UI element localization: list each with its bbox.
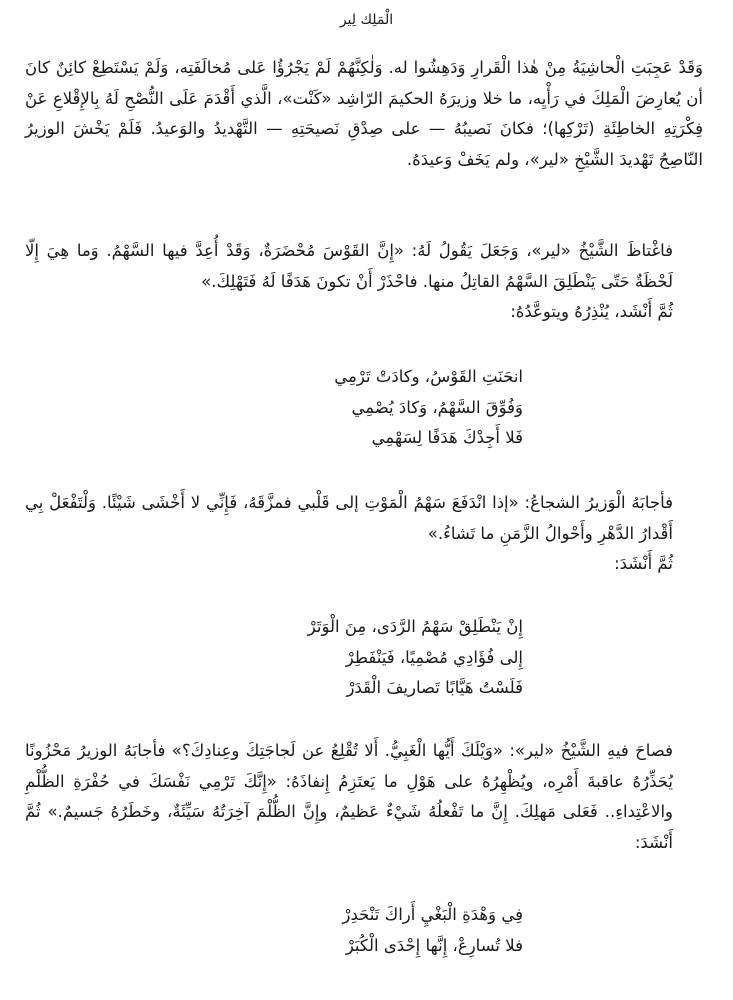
paragraph-text: فأجابَهُ الْوَزيرُ الشجاعُ: «إذا انْدَفَعَ سَهْمُ الْمَوْتِ إلى قَلْبي فمزَّقَهُ، فَإِنِّي لا أَخْشَى شَيْئًا. وَلْتَفْعَلْ بِي أَقْدارُ الدَّهْرِ وأَحْوالُ الزَّمَنِ ما تَشاءُ.» <box>25 493 673 543</box>
paragraph-courtiers <box>25 53 703 175</box>
verse-line: إِنْ يَنْطَلِقْ سَهْمُ الرَّدَى، مِنَ الْوَتَرْ <box>307 617 523 636</box>
poem-intro: ثُمَّ أَنْشَدَ: <box>614 554 673 573</box>
poem-fate <box>193 612 523 704</box>
verse-line: فِي وَهْدَةِ الْبَغْيِ أَراكَ تَنْحَدِرْ <box>342 905 523 924</box>
verse-line: إِلى فُؤَادِي مُصْمِيًا، فَيَنْفَطِرْ <box>345 647 523 667</box>
paragraph-text: فصاحَ فيهِ الشَّيْخُ «لير»: «وَيْلَكَ أَيُّها الْغَبِيُّ. أَلا تُقْلِعُ عن لَجاجَتِكَ وعِنادِكَ؟» فأجابَهُ الوزيرُ مَحْزُونًا يُحَذِّرُهُ عاقبةَ أَمْرِه، ويُظْهِرُهُ على هَوْلِ ما يَعتَزِمُ إِنفاذَهُ: «إِنَّكَ تَرْمِي نَفْسَكَ في حُفْرَةِ الظُّلْمِ والاعْتِداءِ.. فَعَلى مَهلِكَ. إِنَّ ما تَفْعلُهُ شَيْءٌ عَظيمٌ، وإِنَّ الظُّلْمَ آخِرَتُهُ سَيِّئَةٌ، وخَطَرُهُ جَسيمٌ.» ثُمَّ أَنْشَدَ: <box>25 741 673 852</box>
verse-line: فَلَسْتُ هَيَّابًا تَصاريفَ الْقَدَرْ <box>346 678 523 697</box>
poem-intro: ثُمَّ أَنْشَد، يُنْذِرُهُ ويتوعَّدُهُ: <box>510 302 673 321</box>
verse-line: فلا تُسارِعْ، إِنَّها إِحْدَى الْكُبَرْ <box>345 935 523 955</box>
poem-injustice <box>193 900 523 961</box>
paragraph-lear-threat <box>25 236 703 328</box>
paragraph-lear-shout <box>25 736 703 858</box>
paragraph-minister-reply <box>25 488 703 580</box>
verse-line: انحَنَتِ القَوْسُ، وكادَتْ تَرْمِي <box>334 367 523 386</box>
paragraph-text: فاغْتاظَ الشَّيْخُ «لير»، وَجَعَلَ يَقُولُ لَهُ: «إِنَّ القَوْسَ مُحْضَرَةٌ، وَقَدْ أُعِدَّ فيها السَّهْمُ. وَما هِيَ إِلّا لَحْظَةٌ حَتّى يَنْطَلِقَ السَّهْمُ القاتِلُ منها. فاحْذَرْ أَنْ تكونَ هَدَفًا لَهُ فَتَهْلِكَ.» <box>25 241 673 291</box>
running-header: الْمَلِك لِير <box>339 12 394 28</box>
poem-bow <box>193 362 523 454</box>
verse-line: وَفُوِّقَ السَّهْمُ، وَكادَ يُصْمِي <box>351 397 523 417</box>
verse-line: فَلا أَجِدْكَ هَدَفًا لِسَهْمِي <box>371 428 523 447</box>
paragraph-text: وَقَدْ عَجِبَتِ الْحاشِيَةُ مِنْ هٰذا الْقَرارِ وَدَهِشُوا له. وَلٰكِنَّهُمْ لَمْ يَجْرُؤُا عَلى مُخالَفَتِه، وَلَمْ يَسْتَطِعْ كائِنٌ كانَ أن يُعارِضَ الْمَلِكَ في رَأْيِه، ما خلا وزيرَهُ الحكيمَ الرّاشِد «كَنْت»، الَّذي أَقْدَمَ عَلَى النُّصْحِ لَهُ بِالإِقْلاعِ عَنْ فِكْرَتِهِ الخاطِئَةِ (تَرْكِها)؛ فكانَ نَصيبُهُ — على صِدْقِ نَصيحَتِهِ — التَّهْديدُ والوَعيدُ. فَلَمْ يَخْشَ الوزيرُ النّاصِحُ تَهْديدَ الشَّيْخِ «لير»، ولم يَخَفْ وَعيدَهُ. <box>25 58 703 169</box>
